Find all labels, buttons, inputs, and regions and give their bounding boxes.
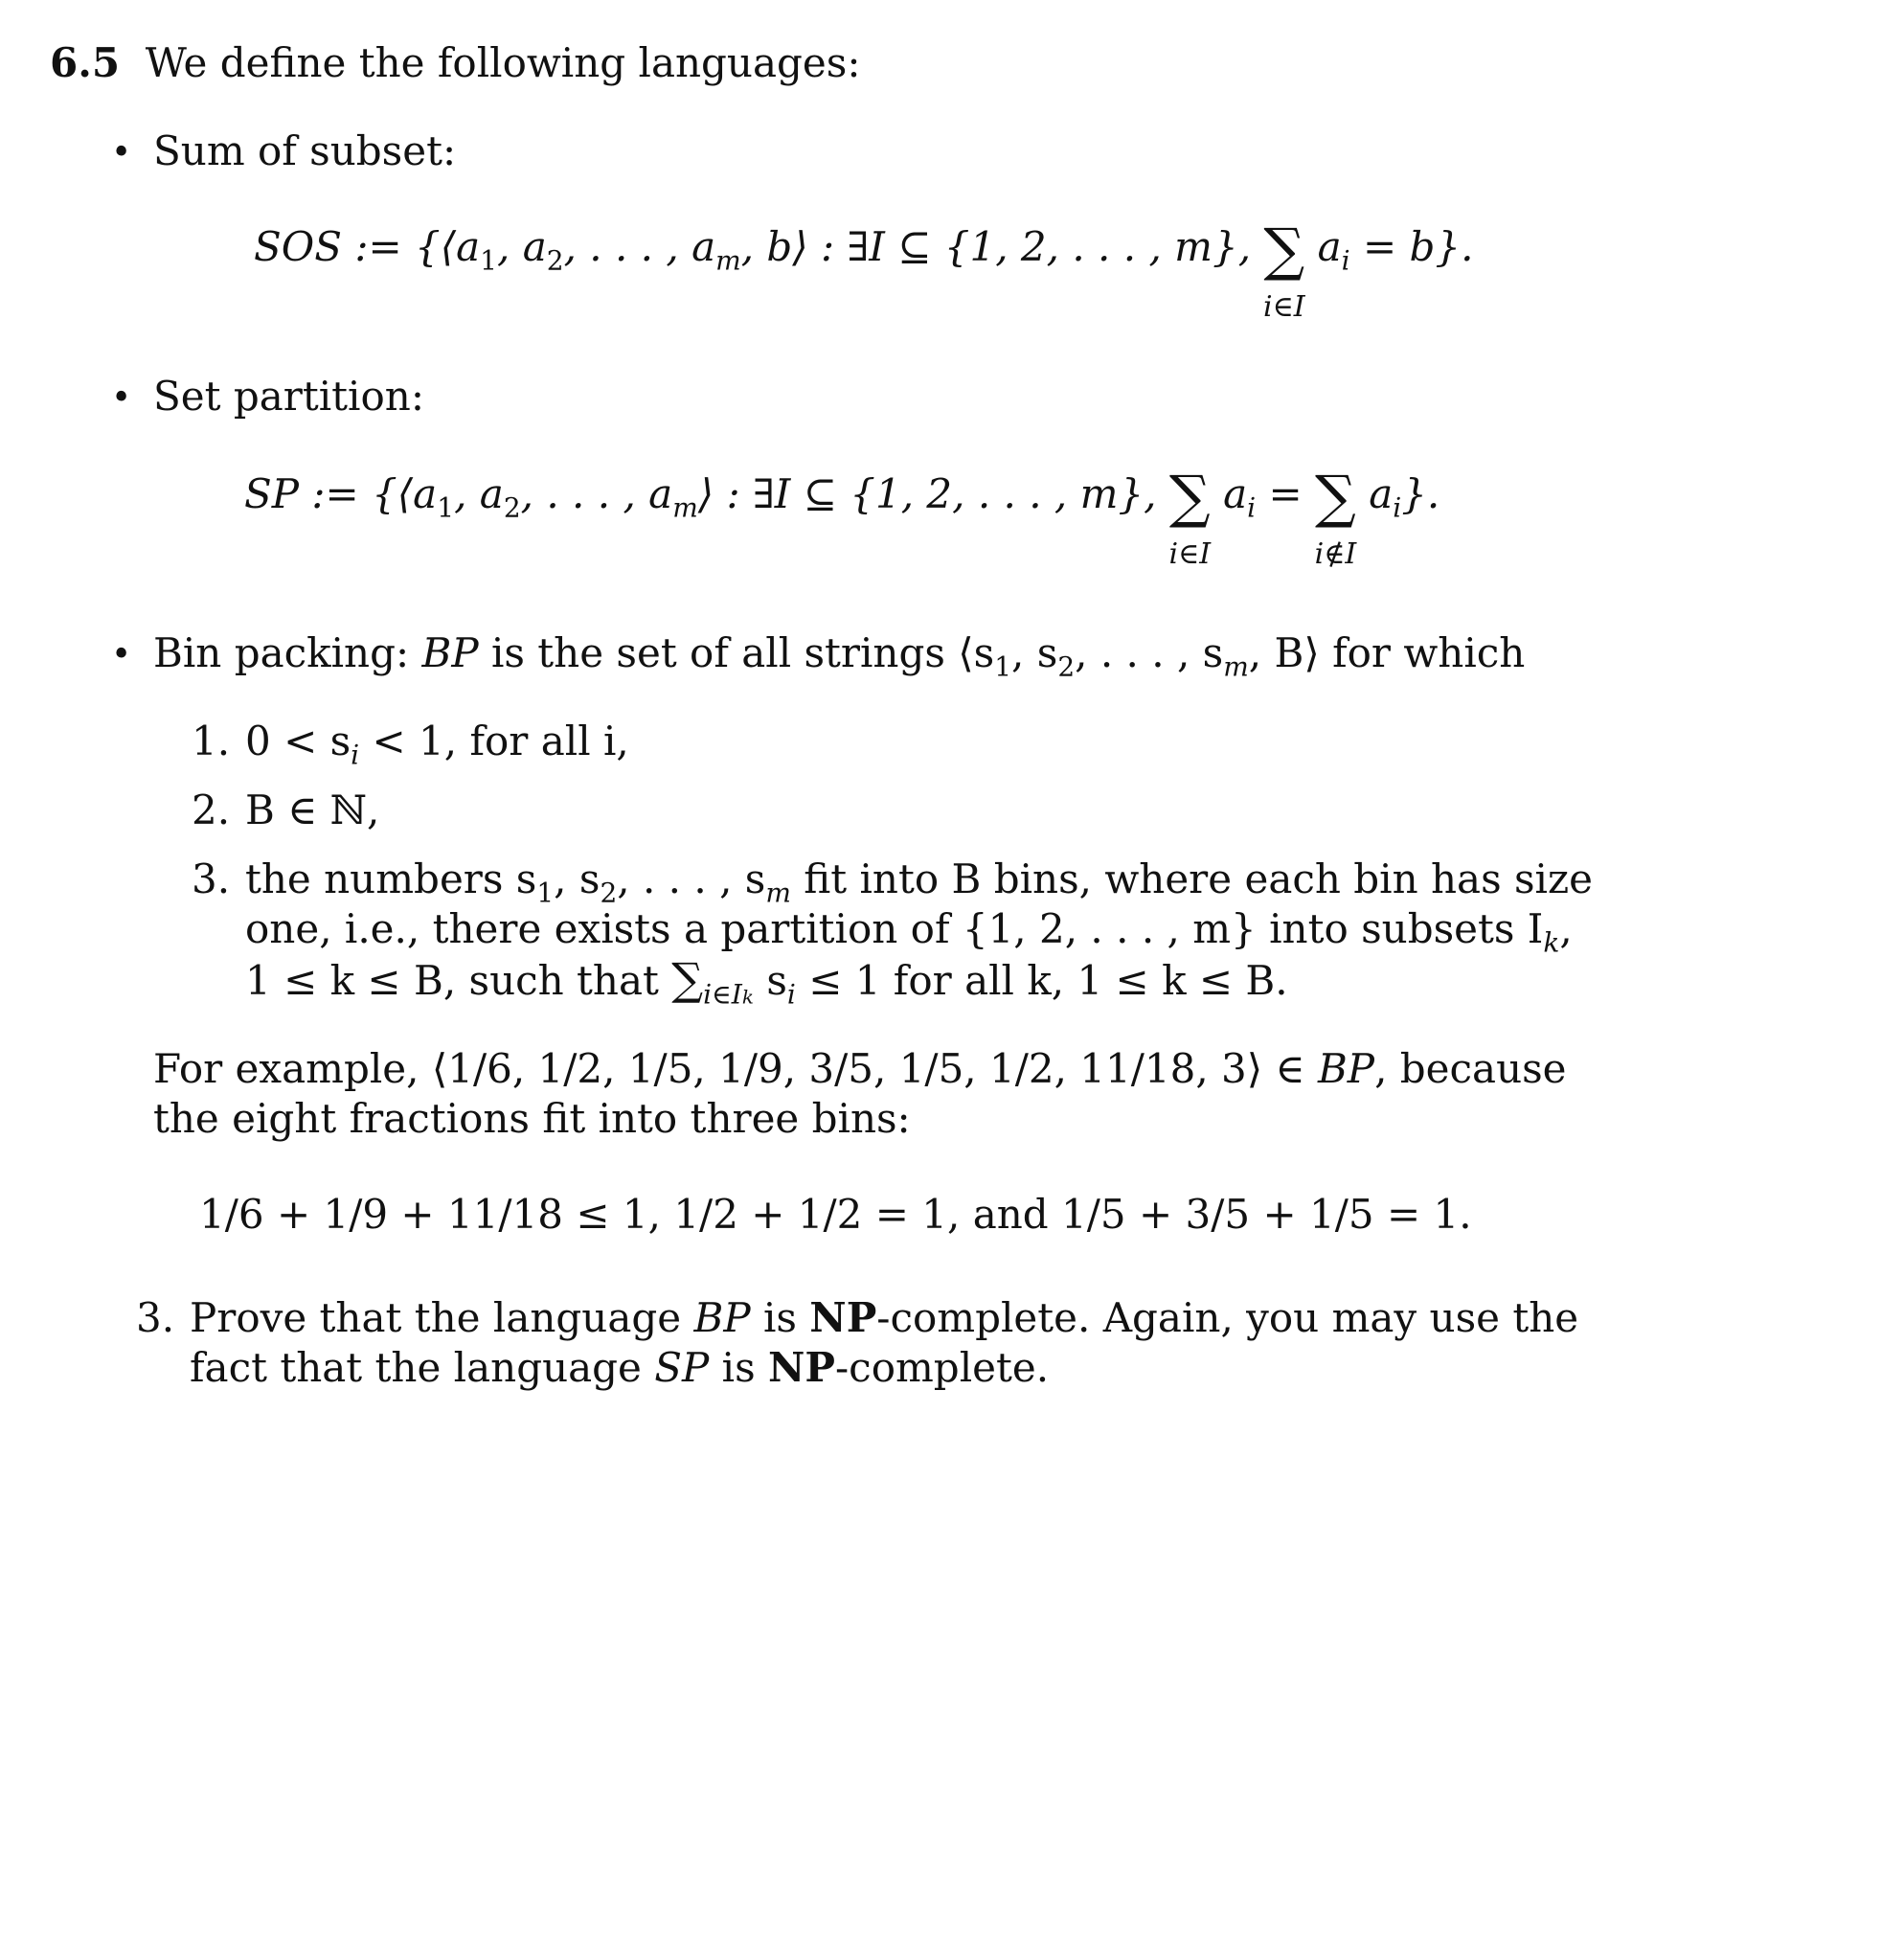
problem-intro: We define the following languages: [145,39,861,86]
sp-formula: SP := {$⟨a_1$, $a_2$, . . . , $a_m⟩$ : ∃I ⊆ {1, 2, . . . , m}, ∑ i∈I $a_i$ = ∑ i∉I $a_i$}. [244,464,1440,571]
bullet-icon: • [111,635,132,674]
example-line-2: the eight fractions fit into three bins: [153,1095,911,1142]
task-line-2: fact that the language SP is NP-complete. [190,1344,1050,1391]
problem-heading [50,38,860,88]
condition-3-line-1: the numbers $s_1$, $s_2$, . . . , $s_m$ fit into B bins, where each bin has size [245,855,1593,909]
example-line-1: For example, ⟨1/6, 1/2, 1/5, 1/9, 3/5, 1/5, 1/2, 11/18, 3⟩ ∈ BP, because [153,1045,1567,1092]
sos-label: Sum of subset: [153,127,457,174]
sp-label: Set partition: [153,373,424,420]
sum-operator: ∑ i∈I [1168,464,1212,571]
condition-number: 2. [192,786,231,833]
task-line-1: Prove that the language BP is NP-complete. Again, you may use the [190,1294,1579,1341]
bp-intro: Bin packing: BP is the set of all strings $⟨s_1$, $s_2$, . . . , $s_m$, B⟩ for which [153,629,1526,683]
problem-number: 6.5 [50,39,121,86]
condition-1: $0 < s_i < 1$, for all i, [245,718,629,771]
condition-2: B ∈ ℕ, [245,786,380,833]
sum-operator: ∑ i∈I [1263,217,1305,324]
condition-3-line-3: 1 ≤ k ≤ B, such that $\sum_{i\in Ik}$ $s_i \le 1$ for all k, 1 ≤ k ≤ B. [245,953,1288,1011]
bullet-icon: • [111,133,132,172]
condition-3-line-2: one, i.e., there exists a partition of {1, 2, . . . , m} into subsets $I_k$, [245,905,1573,959]
bullet-icon: • [111,378,132,418]
condition-number: 1. [192,718,231,764]
example-formula: 1/6 + 1/9 + 11/18 ≤ 1, 1/2 + 1/2 = 1, and 1/5 + 3/5 + 1/5 = 1. [199,1191,1472,1238]
condition-number: 3. [192,855,231,902]
sos-formula: SOS := {$⟨a_1$, $a_2$, . . . , $a_m$, b⟩ : ∃I ⊆ {1, 2, . . . , m}, ∑ i∈I $a_i = b$}. [254,217,1474,324]
task-number: 3. [136,1294,175,1341]
sum-operator: ∑ i∉I [1314,464,1357,571]
